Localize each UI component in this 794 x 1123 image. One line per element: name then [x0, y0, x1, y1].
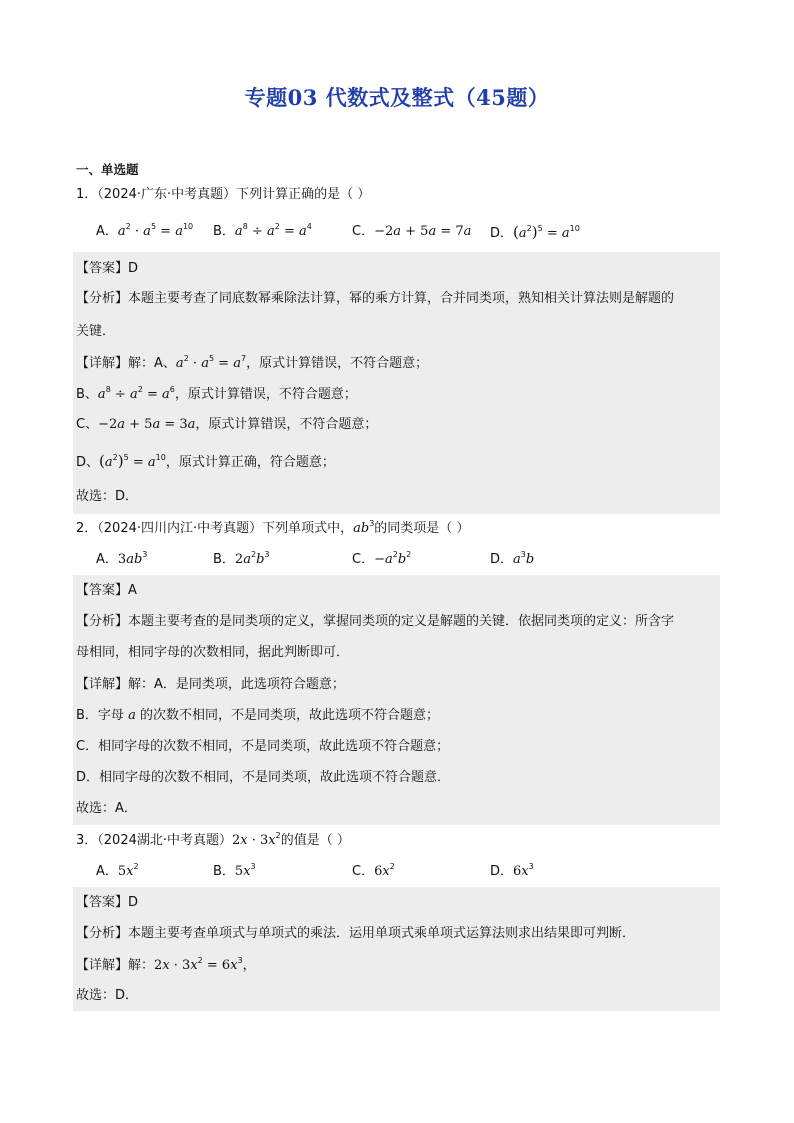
- q2-detail-c: C．相同字母的次数不相同，不是同类项，故此选项不符合题意；: [76, 739, 450, 754]
- q1-analysis: 【分析】本题主要考查了同底数幂乘除法计算，幂的乘方计算，合并同类项，熟知相关计算法则是解题的: [76, 291, 675, 306]
- q3-option-d: D．$6x^3$: [490, 862, 534, 879]
- q2-detail-d: D．相同字母的次数不相同，不是同类项，故此选项不符合题意．: [76, 770, 451, 785]
- q2-detail-b: B．字母 a 的次数不相同，不是同类项，故此选项不符合题意；: [76, 708, 439, 723]
- q3-answer: 【答案】D: [76, 895, 139, 910]
- q1-detail-a: 【详解】解：A、$a^2 \cdot a^5 = a^7$，原式计算错误，不符合题意；: [76, 354, 429, 371]
- q1-stem: 1．（2024·广东·中考真题）下列计算正确的是（ ）: [76, 187, 371, 202]
- q2-analysis: 【分析】本题主要考查的是同类项的定义，掌握同类项的定义是解题的关键．依据同类项的定义：所含字: [76, 614, 675, 629]
- q3-conclusion: 故选：D．: [76, 988, 139, 1003]
- page-title: 专题03 代数式及整式（45题）: [244, 85, 550, 110]
- q1-analysis-cont: 关键．: [76, 324, 116, 339]
- q1-option-c: C．−2a + 5a = 7a: [352, 224, 472, 239]
- q1-detail-b: B、$a^8 \div a^2 = a^6$，原式计算错误，不符合题意；: [76, 385, 357, 402]
- section-heading: 一、单选题: [76, 162, 139, 177]
- q2-conclusion: 故选：A．: [76, 801, 137, 816]
- q3-analysis: 【分析】本题主要考查单项式与单项式的乘法．运用单项式乘单项式运算法则求出结果即可判断．: [76, 926, 636, 941]
- q2-stem: 2．（2024·四川内江·中考真题）下列单项式中，$ab^3$的同类项是（ ）: [76, 519, 470, 536]
- q2-option-d: D．$a^3b$: [490, 550, 535, 567]
- q2-option-a: A．$3ab^3$: [96, 550, 148, 567]
- q3-option-a: A．$5x^2$: [96, 862, 139, 879]
- q1-detail-c: C、−2a + 5a = 3a，原式计算错误，不符合题意；: [76, 417, 378, 432]
- q3-option-b: B．$5x^3$: [213, 862, 256, 879]
- q1-option-a: A．$a^2 \cdot a^5 = a^{10}$: [96, 222, 194, 239]
- q3-detail: 【详解】解：$2x \cdot 3x^2 = 6x^3$，: [76, 956, 256, 973]
- q3-stem: 3．（2024湖北·中考真题）$2x \cdot 3x^2$的值是（ ）: [76, 831, 350, 848]
- q1-option-b: B．$a^8 \div a^2 = a^4$: [213, 222, 312, 239]
- q2-answer: 【答案】A: [76, 583, 137, 598]
- q3-option-c: C．$6x^2$: [352, 862, 395, 879]
- q2-option-c: C．$-a^2b^2$: [352, 550, 412, 567]
- q1-option-d: D．$(a^2)^5 = a^{10}$: [490, 223, 580, 241]
- q1-conclusion: 故选：D．: [76, 489, 139, 504]
- q2-option-b: B．$2a^2b^3$: [213, 550, 270, 567]
- q2-detail-a: 【详解】解：A．是同类项，此选项符合题意；: [76, 677, 345, 692]
- q1-answer: 【答案】D: [76, 261, 139, 276]
- q2-analysis-cont: 母相同，相同字母的次数相同，据此判断即可．: [76, 645, 350, 660]
- q1-detail-d: D、$(a^2)^5 = a^{10}$，原式计算正确，符合题意；: [76, 452, 335, 470]
- q3-solution-box: [73, 887, 720, 1011]
